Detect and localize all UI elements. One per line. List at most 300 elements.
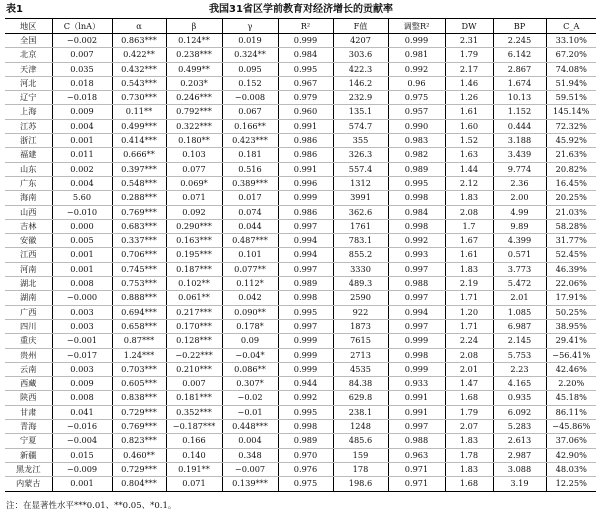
value-cell: 0.018 <box>52 76 112 90</box>
value-cell: 178 <box>333 462 388 476</box>
value-cell: 0.863*** <box>112 34 166 48</box>
value-cell: 2.00 <box>493 191 546 205</box>
table-row <box>5 377 596 391</box>
value-cell: 355 <box>333 134 388 148</box>
value-cell: 485.6 <box>333 434 388 448</box>
value-cell: 86.11% <box>546 405 596 419</box>
table-row <box>5 105 596 119</box>
value-cell: 1.68 <box>445 477 493 491</box>
value-cell: 0.095 <box>222 62 278 76</box>
value-cell: −0.016 <box>52 420 112 434</box>
column-header: C_A <box>546 19 596 34</box>
value-cell: 5.753 <box>493 348 546 362</box>
value-cell: 2.07 <box>445 420 493 434</box>
value-cell: 0.191** <box>166 462 222 476</box>
table-row <box>5 262 596 276</box>
value-cell: 0.516 <box>222 162 278 176</box>
value-cell: 2.24 <box>445 334 493 348</box>
value-cell: 0.071 <box>166 477 222 491</box>
value-cell: 0.112* <box>222 277 278 291</box>
value-cell: 0.195*** <box>166 248 222 262</box>
value-cell: 0.96 <box>388 76 445 90</box>
region-cell: 辽宁 <box>5 91 52 105</box>
value-cell: 0.077** <box>222 262 278 276</box>
value-cell: 2.23 <box>493 362 546 376</box>
value-cell: 0.999 <box>278 362 333 376</box>
value-cell: 0.086** <box>222 362 278 376</box>
value-cell: 0.982 <box>388 148 445 162</box>
value-cell: 0.960 <box>278 105 333 119</box>
value-cell: 2.01 <box>445 362 493 376</box>
value-cell: 1.71 <box>445 319 493 333</box>
table-body <box>5 34 596 492</box>
value-cell: 4535 <box>333 362 388 376</box>
table-row <box>5 348 596 362</box>
table-row <box>5 391 596 405</box>
value-cell: 0.999 <box>278 191 333 205</box>
value-cell: 0.007 <box>166 377 222 391</box>
value-cell: −0.002 <box>52 34 112 48</box>
value-cell: 37.06% <box>546 434 596 448</box>
value-cell: 0.999 <box>278 348 333 362</box>
region-cell: 广东 <box>5 176 52 190</box>
value-cell: 2.145 <box>493 334 546 348</box>
value-cell: 0.124** <box>166 34 222 48</box>
value-cell: 2.08 <box>445 348 493 362</box>
value-cell: 0.997 <box>278 262 333 276</box>
value-cell: 74.08% <box>546 62 596 76</box>
value-cell: 2.20% <box>546 377 596 391</box>
table-row <box>5 248 596 262</box>
value-cell: 0.745*** <box>112 262 166 276</box>
value-cell: 0.730*** <box>112 91 166 105</box>
value-cell: 0.933 <box>388 377 445 391</box>
region-cell: 陕西 <box>5 391 52 405</box>
value-cell: 0.217*** <box>166 305 222 319</box>
value-cell: 0.988 <box>388 434 445 448</box>
value-cell: 0.998 <box>388 348 445 362</box>
table-row <box>5 191 596 205</box>
value-cell: 0.103 <box>166 148 222 162</box>
value-cell: 0.729*** <box>112 462 166 476</box>
value-cell: 1761 <box>333 219 388 233</box>
value-cell: 0.990 <box>388 119 445 133</box>
value-cell: 3991 <box>333 191 388 205</box>
value-cell: 0.487*** <box>222 234 278 248</box>
value-cell: 0.999 <box>278 334 333 348</box>
value-cell: 0.11** <box>112 105 166 119</box>
region-cell: 四川 <box>5 319 52 333</box>
value-cell: 67.20% <box>546 48 596 62</box>
value-cell: 1.79 <box>445 405 493 419</box>
region-cell: 青海 <box>5 420 52 434</box>
value-cell: 0.998 <box>388 191 445 205</box>
region-cell: 湖北 <box>5 277 52 291</box>
value-cell: 0.352*** <box>166 405 222 419</box>
column-header: BP <box>493 19 546 34</box>
value-cell: 2.867 <box>493 62 546 76</box>
value-cell: 0.999 <box>388 34 445 48</box>
value-cell: 0.792*** <box>166 105 222 119</box>
value-cell: 0.986 <box>278 148 333 162</box>
value-cell: 2.245 <box>493 34 546 48</box>
value-cell: 1.68 <box>445 391 493 405</box>
value-cell: 2.12 <box>445 176 493 190</box>
value-cell: 0.991 <box>278 162 333 176</box>
value-cell: 0.290*** <box>166 219 222 233</box>
table-row <box>5 148 596 162</box>
value-cell: 1.63 <box>445 148 493 162</box>
table-row <box>5 362 596 376</box>
region-cell: 湖南 <box>5 291 52 305</box>
value-cell: −0.004 <box>52 434 112 448</box>
value-cell: 0.994 <box>388 305 445 319</box>
table-row <box>5 62 596 76</box>
value-cell: 0.997 <box>278 319 333 333</box>
value-cell: 0.460** <box>112 448 166 462</box>
value-cell: 0.324** <box>222 48 278 62</box>
value-cell: 20.82% <box>546 162 596 176</box>
value-cell: 0.769*** <box>112 205 166 219</box>
value-cell: 0.995 <box>278 405 333 419</box>
value-cell: 0.997 <box>388 319 445 333</box>
value-cell: 0.09 <box>222 334 278 348</box>
value-cell: 0.166** <box>222 119 278 133</box>
value-cell: 0.166 <box>166 434 222 448</box>
table-row <box>5 334 596 348</box>
table-row <box>5 234 596 248</box>
value-cell: 1312 <box>333 176 388 190</box>
value-cell: 0.102** <box>166 277 222 291</box>
table-row <box>5 305 596 319</box>
value-cell: 45.92% <box>546 134 596 148</box>
table-row <box>5 405 596 419</box>
value-cell: 4.165 <box>493 377 546 391</box>
value-cell: 1248 <box>333 420 388 434</box>
value-cell: 0.995 <box>278 62 333 76</box>
table-row <box>5 76 596 90</box>
region-cell: 江苏 <box>5 119 52 133</box>
value-cell: 72.32% <box>546 119 596 133</box>
value-cell: 0.067 <box>222 105 278 119</box>
value-cell: 0.997 <box>388 291 445 305</box>
value-cell: 50.25% <box>546 305 596 319</box>
value-cell: 0.753*** <box>112 277 166 291</box>
value-cell: 29.41% <box>546 334 596 348</box>
value-cell: 58.28% <box>546 219 596 233</box>
table-header-row <box>5 19 596 34</box>
value-cell: 0.044 <box>222 219 278 233</box>
region-cell: 内蒙古 <box>5 477 52 491</box>
value-cell: 1873 <box>333 319 388 333</box>
value-cell: 0.543*** <box>112 76 166 90</box>
value-cell: 422.3 <box>333 62 388 76</box>
value-cell: 1.79 <box>445 48 493 62</box>
value-cell: 0.035 <box>52 62 112 76</box>
value-cell: 0.008 <box>52 277 112 291</box>
value-cell: 3.088 <box>493 462 546 476</box>
value-cell: 0.074 <box>222 205 278 219</box>
value-cell: 20.25% <box>546 191 596 205</box>
value-cell: 59.51% <box>546 91 596 105</box>
value-cell: 1.7 <box>445 219 493 233</box>
region-cell: 广西 <box>5 305 52 319</box>
value-cell: 0.180** <box>166 134 222 148</box>
value-cell: 1.61 <box>445 105 493 119</box>
value-cell: −0.22*** <box>166 348 222 362</box>
value-cell: 0.703*** <box>112 362 166 376</box>
value-cell: 238.1 <box>333 405 388 419</box>
value-cell: 84.38 <box>333 377 388 391</box>
value-cell: 1.152 <box>493 105 546 119</box>
value-cell: 0.694*** <box>112 305 166 319</box>
value-cell: 0.092 <box>166 205 222 219</box>
column-header: F值 <box>333 19 388 34</box>
value-cell: 0.999 <box>278 34 333 48</box>
value-cell: 21.03% <box>546 205 596 219</box>
value-cell: 2590 <box>333 291 388 305</box>
value-cell: 0.989 <box>278 434 333 448</box>
value-cell: −0.187*** <box>166 420 222 434</box>
value-cell: 0.077 <box>166 162 222 176</box>
table-title: 我国31省区学前教育对经济增长的贡献率 <box>209 4 393 15</box>
value-cell: 0.128*** <box>166 334 222 348</box>
value-cell: 0.414*** <box>112 134 166 148</box>
table-row <box>5 319 596 333</box>
value-cell: 1.674 <box>493 76 546 90</box>
value-cell: 0.992 <box>388 234 445 248</box>
value-cell: 0.210*** <box>166 362 222 376</box>
region-cell: 吉林 <box>5 219 52 233</box>
value-cell: 0.87*** <box>112 334 166 348</box>
value-cell: 1.83 <box>445 434 493 448</box>
value-cell: 629.8 <box>333 391 388 405</box>
value-cell: 159 <box>333 448 388 462</box>
region-cell: 北京 <box>5 48 52 62</box>
table-row <box>5 119 596 133</box>
value-cell: 0.348 <box>222 448 278 462</box>
region-cell: 河北 <box>5 76 52 90</box>
value-cell: 10.13 <box>493 91 546 105</box>
value-cell: 0.986 <box>278 134 333 148</box>
value-cell: 0.090** <box>222 305 278 319</box>
value-cell: 922 <box>333 305 388 319</box>
value-cell: 557.4 <box>333 162 388 176</box>
value-cell: 145.14% <box>546 105 596 119</box>
significance-note: 注：在显著性水平***0.01、**0.05、*0.1。 <box>6 501 177 511</box>
value-cell: 0.005 <box>52 234 112 248</box>
value-cell: 2.613 <box>493 434 546 448</box>
value-cell: −56.41% <box>546 348 596 362</box>
value-cell: 0.970 <box>278 448 333 462</box>
value-cell: 21.63% <box>546 148 596 162</box>
value-cell: 198.6 <box>333 477 388 491</box>
value-cell: 783.1 <box>333 234 388 248</box>
value-cell: 0.967 <box>278 76 333 90</box>
value-cell: 0.007 <box>52 48 112 62</box>
value-cell: 0.999 <box>388 334 445 348</box>
table-row <box>5 91 596 105</box>
value-cell: 0.888*** <box>112 291 166 305</box>
value-cell: 1.20 <box>445 305 493 319</box>
value-cell: 0.041 <box>52 405 112 419</box>
value-cell: 0.769*** <box>112 420 166 434</box>
value-cell: 51.94% <box>546 76 596 90</box>
value-cell: 3.19 <box>493 477 546 491</box>
value-cell: 1.83 <box>445 262 493 276</box>
value-cell: 0.499** <box>166 62 222 76</box>
value-cell: 0.999 <box>388 362 445 376</box>
value-cell: 0.666** <box>112 148 166 162</box>
value-cell: 0.976 <box>278 462 333 476</box>
value-cell: 45.18% <box>546 391 596 405</box>
value-cell: 0.061** <box>166 291 222 305</box>
table-row <box>5 277 596 291</box>
column-header: γ <box>222 19 278 34</box>
region-cell: 福建 <box>5 148 52 162</box>
value-cell: 303.6 <box>333 48 388 62</box>
value-cell: 489.3 <box>333 277 388 291</box>
region-cell: 天津 <box>5 62 52 76</box>
table-row <box>5 462 596 476</box>
value-cell: 0.307* <box>222 377 278 391</box>
value-cell: 38.95% <box>546 319 596 333</box>
column-header: C（lnA） <box>52 19 112 34</box>
value-cell: 5.60 <box>52 191 112 205</box>
value-cell: 2.31 <box>445 34 493 48</box>
value-cell: 48.03% <box>546 462 596 476</box>
value-cell: 5.472 <box>493 277 546 291</box>
value-cell: −0.017 <box>52 348 112 362</box>
region-cell: 上海 <box>5 105 52 119</box>
region-cell: 云南 <box>5 362 52 376</box>
value-cell: 0.178* <box>222 319 278 333</box>
value-cell: 0.000 <box>52 219 112 233</box>
value-cell: 0.001 <box>52 248 112 262</box>
region-cell: 西藏 <box>5 377 52 391</box>
value-cell: 0.140 <box>166 448 222 462</box>
value-cell: 3.188 <box>493 134 546 148</box>
value-cell: 31.77% <box>546 234 596 248</box>
table-row <box>5 205 596 219</box>
value-cell: 0.997 <box>388 262 445 276</box>
table-caption <box>6 2 596 18</box>
value-cell: 0.994 <box>278 234 333 248</box>
value-cell: 0.995 <box>388 176 445 190</box>
value-cell: 0.163*** <box>166 234 222 248</box>
region-cell: 山西 <box>5 205 52 219</box>
value-cell: 0.448*** <box>222 420 278 434</box>
table-row <box>5 477 596 491</box>
value-cell: 5.283 <box>493 420 546 434</box>
value-cell: 232.9 <box>333 91 388 105</box>
value-cell: 574.7 <box>333 119 388 133</box>
value-cell: 0.238*** <box>166 48 222 62</box>
value-cell: 3.773 <box>493 262 546 276</box>
region-cell: 安徽 <box>5 234 52 248</box>
value-cell: −0.007 <box>222 462 278 476</box>
value-cell: −0.01 <box>222 405 278 419</box>
value-cell: 0.991 <box>278 119 333 133</box>
value-cell: 0.984 <box>278 48 333 62</box>
value-cell: 0.658*** <box>112 319 166 333</box>
value-cell: 3.439 <box>493 148 546 162</box>
value-cell: 0.015 <box>52 448 112 462</box>
region-cell: 海南 <box>5 191 52 205</box>
value-cell: 135.1 <box>333 105 388 119</box>
value-cell: 0.997 <box>278 219 333 233</box>
value-cell: 6.142 <box>493 48 546 62</box>
value-cell: 3330 <box>333 262 388 276</box>
value-cell: 0.071 <box>166 191 222 205</box>
value-cell: 4207 <box>333 34 388 48</box>
value-cell: 9.89 <box>493 219 546 233</box>
value-cell: 4.99 <box>493 205 546 219</box>
value-cell: 0.389*** <box>222 176 278 190</box>
value-cell: 0.004 <box>52 119 112 133</box>
value-cell: 9.774 <box>493 162 546 176</box>
value-cell: 0.983 <box>388 134 445 148</box>
region-cell: 河南 <box>5 262 52 276</box>
region-cell: 山东 <box>5 162 52 176</box>
value-cell: 0.042 <box>222 291 278 305</box>
value-cell: −0.018 <box>52 91 112 105</box>
value-cell: 1.60 <box>445 119 493 133</box>
value-cell: 2.987 <box>493 448 546 462</box>
value-cell: 0.729*** <box>112 405 166 419</box>
value-cell: 0.971 <box>388 462 445 476</box>
value-cell: −0.008 <box>222 91 278 105</box>
region-cell: 浙江 <box>5 134 52 148</box>
value-cell: 1.44 <box>445 162 493 176</box>
value-cell: 0.011 <box>52 148 112 162</box>
value-cell: 0.181 <box>222 148 278 162</box>
value-cell: 0.003 <box>52 319 112 333</box>
value-cell: 33.10% <box>546 34 596 48</box>
region-cell: 宁夏 <box>5 434 52 448</box>
value-cell: 0.993 <box>388 248 445 262</box>
value-cell: 0.935 <box>493 391 546 405</box>
column-header: 调整R² <box>388 19 445 34</box>
value-cell: 0.004 <box>222 434 278 448</box>
region-cell: 江西 <box>5 248 52 262</box>
region-cell: 黑龙江 <box>5 462 52 476</box>
value-cell: 42.46% <box>546 362 596 376</box>
region-cell: 新疆 <box>5 448 52 462</box>
value-cell: 2.08 <box>445 205 493 219</box>
table-row <box>5 162 596 176</box>
value-cell: 0.001 <box>52 477 112 491</box>
value-cell: 6.092 <box>493 405 546 419</box>
value-cell: 17.91% <box>546 291 596 305</box>
value-cell: 0.957 <box>388 105 445 119</box>
value-cell: 0.989 <box>388 162 445 176</box>
value-cell: 42.90% <box>546 448 596 462</box>
value-cell: 1.78 <box>445 448 493 462</box>
value-cell: 1.67 <box>445 234 493 248</box>
value-cell: 0.823*** <box>112 434 166 448</box>
value-cell: −0.010 <box>52 205 112 219</box>
value-cell: 0.009 <box>52 377 112 391</box>
value-cell: 0.181*** <box>166 391 222 405</box>
value-cell: 0.432*** <box>112 62 166 76</box>
value-cell: 1.47 <box>445 377 493 391</box>
value-cell: 0.004 <box>52 176 112 190</box>
value-cell: 0.499*** <box>112 119 166 133</box>
table-row <box>5 219 596 233</box>
value-cell: 0.397*** <box>112 162 166 176</box>
value-cell: 0.992 <box>388 62 445 76</box>
